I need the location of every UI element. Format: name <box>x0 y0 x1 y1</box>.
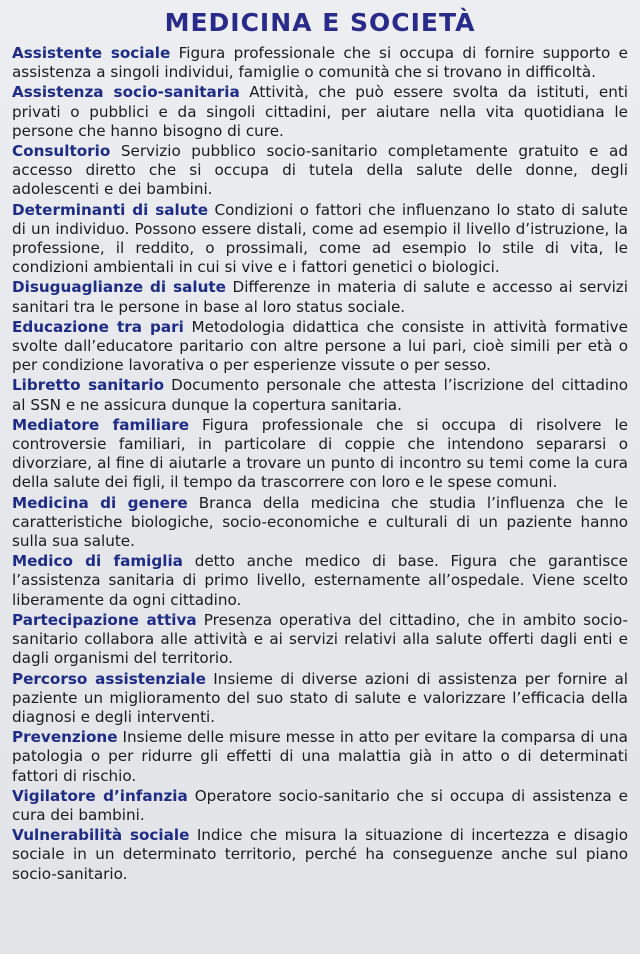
glossary-term: Assistenza socio-sanitaria <box>12 83 240 102</box>
glossary-entry <box>12 201 628 278</box>
glossary-term: Educazione tra pari <box>12 317 184 336</box>
glossary-definition: Documento personale che attesta l’iscrizione del cittadino al SSN e ne assicura dunque la copertura sanitaria. <box>12 376 629 414</box>
glossary-entry <box>12 44 628 82</box>
glossary-definition: Insieme delle misure messe in atto per evitare la comparsa di una patologia o per ridurre gli effetti di una malattia già in atto o di determinati fattori di rischio. <box>12 728 628 785</box>
glossary-definition: Figura professionale che si occupa di risolvere le controversie familiari, in particolare di coppie che intendono separarsi o divorziare, al fine di aiutarle a trovare un punto di incontro su temi come la cura della salute dei figli, il tempo da trascorrere con loro e le spese comuni. <box>12 415 629 492</box>
glossary-definition: Attività, che può essere svolta da istituti, enti privati o pubblici e da singoli cittadini, per aiutare nella vita quotidiana le persone che hanno bisogno di cure. <box>12 83 628 140</box>
glossary-entry <box>12 83 628 141</box>
glossary-entry <box>12 787 628 825</box>
glossary-entry <box>12 826 628 884</box>
glossary-definition: Indice che misura la situazione di incertezza e disagio sociale in un determinato territorio, perché ha conseguenze anche sul piano socio-sanitario. <box>12 826 628 883</box>
glossary-definition: Differenze in materia di salute e accesso ai servizi sanitari tra le persone in base al loro status sociale. <box>12 278 628 316</box>
glossary-term: Prevenzione <box>12 728 118 747</box>
glossary-term: Vigilatore d’infanzia <box>12 786 188 805</box>
glossary-term: Assistente sociale <box>12 44 171 62</box>
glossary-term: Determinanti di salute <box>12 200 209 219</box>
glossary-definition: Figura professionale che si occupa di fornire supporto e assistenza a singoli individui, famiglie o comunità che si trovano in difficoltà. <box>12 44 628 82</box>
glossary-definition: Insieme di diverse azioni di assistenza per fornire al paziente un miglioramento del suo stato di salute e valorizzare l’efficacia della diagnosi e degli interventi. <box>12 669 629 726</box>
glossary-definition: Servizio pubblico socio-sanitario completamente gratuito e ad accesso diretto che si occupa di tutela della salute delle donne, degli adolescenti e dei bambini. <box>12 142 629 199</box>
glossary-entry <box>12 278 628 316</box>
glossary-term: Medico di famiglia <box>12 552 183 571</box>
glossary-term: Mediatore familiare <box>12 415 190 434</box>
glossary-entry <box>12 670 628 728</box>
glossary-definition: Branca della medicina che studia l’influenza che le caratteristiche biologiche, socio-economiche e culturali di un paziente hanno sulla sua salute. <box>12 493 628 551</box>
page-title: MEDICINA E SOCIETÀ <box>164 8 476 37</box>
glossary-list <box>12 44 628 884</box>
glossary-definition: Metodologia didattica che consiste in attività formative svolte dall’educatore paritario con altre persone a lui pari, cioè simili per età o per condizione lavorativa o per esperienze vissute o per sesso. <box>12 317 628 375</box>
glossary-entry <box>12 142 628 200</box>
glossary-entry <box>12 416 628 493</box>
glossary-entry <box>12 376 628 414</box>
glossary-term: Libretto sanitario <box>12 376 165 395</box>
glossary-term: Percorso assistenziale <box>12 669 206 688</box>
glossary-entry <box>12 494 628 552</box>
glossary-term: Medicina di genere <box>12 493 188 512</box>
glossary-term: Disuguaglianze di salute <box>12 278 226 297</box>
glossary-definition: Operatore socio-sanitario che si occupa di assistenza e cura dei bambini. <box>12 786 629 824</box>
glossary-definition: detto anche medico di base. Figura che garantisce l’assistenza sanitaria di primo livello, esternamente all’ospedale. Viene scelto liberamente da ogni cittadino. <box>12 552 629 609</box>
glossary-term: Consultorio <box>12 142 111 161</box>
glossary-term: Vulnerabilità sociale <box>12 826 190 845</box>
glossary-definition: Presenza operativa del cittadino, che in ambito socio-sanitario collabora alle attività e ai servizi relativi alla salute offerti dagli enti e dagli organismi del territorio. <box>12 610 629 668</box>
glossary-term: Partecipazione attiva <box>12 610 197 629</box>
glossary-definition: Condizioni o fattori che influenzano lo stato di salute di un individuo. Possono essere distali, come ad esempio il livello d’istruzione, la professione, il reddito, o prossimali, come ad esempio lo stile di vita, le condizioni ambientali in cui si vive e i fattori genetici o biologici. <box>12 200 629 277</box>
glossary-entry <box>12 318 628 376</box>
glossary-entry <box>12 611 628 669</box>
glossary-entry <box>12 728 628 786</box>
glossary-entry <box>12 552 628 610</box>
